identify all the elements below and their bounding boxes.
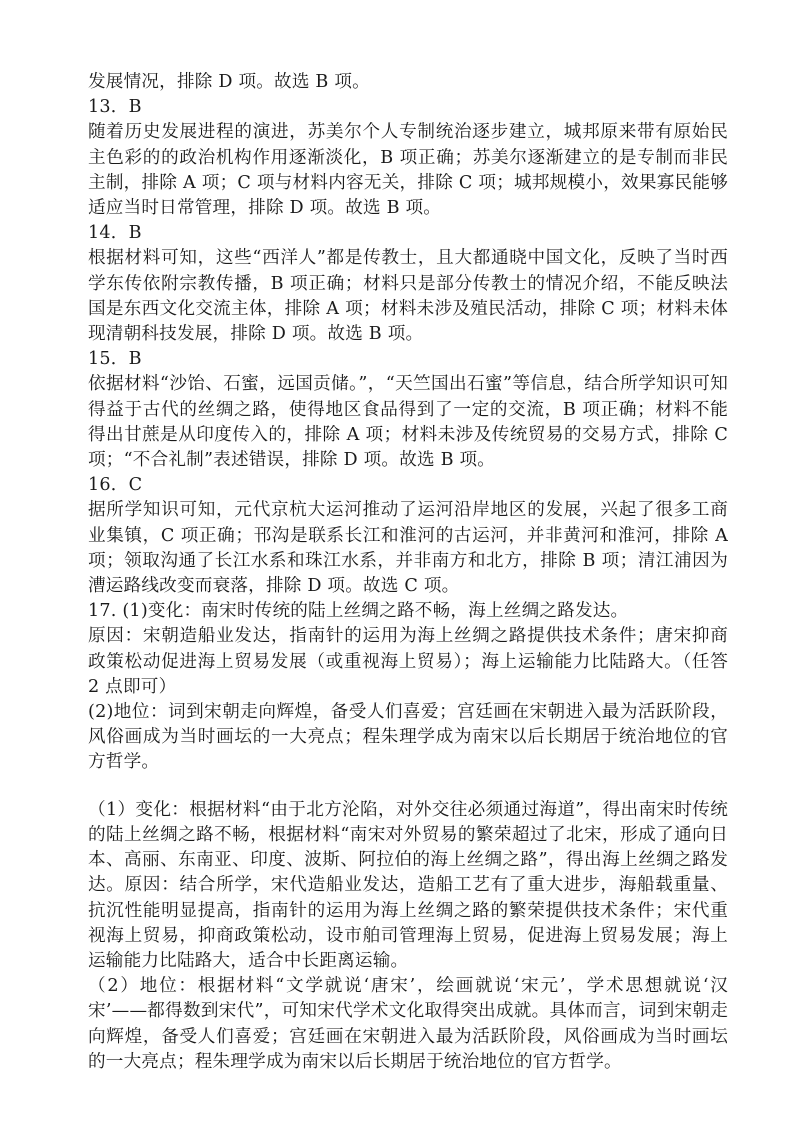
intro-line: 发展情况，排除 D 项。故选 B 项。 bbox=[88, 72, 370, 92]
q17-explanation-part1: （1）变化：根据材料“由于北方沦陷，对外交往必须通过海道”，得出南宋时传统的陆上丝绸之路不畅，根据材料“南宋对外贸易的繁荣超过了北宋，形成了通向日本、高丽、东南亚、印度、波斯、阿拉伯的海上丝绸之路”，得出海上丝绸之路发达。原因：结合所学，宋代造船业发达，造船工艺有了重大进步，海船载重量、抗沉性能明显提高，指南针的运用为海上丝绸之路的繁荣提供技术条件；宋代重视海上贸易，抑商政策松动，设市舶司管理海上贸易，促进海上贸易发展；海上运输能力比陆路大，适合中长距离运输。 bbox=[88, 799, 728, 971]
q17-change: 17. (1)变化：南宋时传统的陆上丝绸之路不畅，海上丝绸之路发达。 bbox=[88, 601, 629, 622]
q16-answer: 16．C bbox=[88, 475, 143, 496]
section-gap bbox=[88, 776, 728, 798]
answer-document bbox=[88, 70, 728, 1075]
q15-answer: 15．B bbox=[88, 349, 142, 370]
q14-explanation: 根据材料可知，这些“西洋人”都是传教士，且大都通晓中国文化，反映了当时西学东传依附宗教传播，B 项正确；材料只是部分传教士的情况介绍，不能反映法国是东西文化交流主体，排除 A 项；材料未涉及殖民活动，排除 C 项；材料未体现清朝科技发展，排除 D 项。故选 B 项。 bbox=[88, 248, 728, 345]
q17-status: (2)地位：词到宋朝走向辉煌，备受人们喜爱；宫廷画在宋朝进入最为活跃阶段，风俗画成为当时画坛的一大亮点；程朱理学成为南宋以后长期居于统治地位的官方哲学。 bbox=[88, 702, 728, 773]
q13-explanation: 随着历史发展进程的演进，苏美尔个人专制统治逐步建立，城邦原来带有原始民主色彩的的政治机构作用逐渐淡化，B 项正确；苏美尔逐渐建立的是专制而非民主制，排除 A 项；C 项与材料内容无关，排除 C 项；城邦规模小，效果寡民能够适应当时日常管理，排除 D 项。故选 B 项。 bbox=[88, 122, 728, 219]
q17-explanation-part2: （2）地位：根据材料“文学就说‘唐宋’，绘画就说‘宋元’，学术思想就说‘汉宋’——都得数到宋代”，可知宋代学术文化取得突出成就。具体而言，词到宋朝走向辉煌，备受人们喜爱；宫廷画在宋朝进入最为活跃阶段，风俗画成为当时画坛的一大亮点；程朱理学成为南宋以后长期居于统治地位的官方哲学。 bbox=[88, 976, 728, 1072]
q13-answer: 13．B bbox=[88, 97, 142, 118]
q16-explanation: 据所学知识可知，元代京杭大运河推动了运河沿岸地区的发展，兴起了很多工商业集镇，C 项正确；邗沟是联系长江和淮河的古运河，并非黄河和淮河，排除 A 项；领取沟通了长江水系和珠江水系，并非南方和北方，排除 B 项；清江浦因为漕运路线改变而衰落，排除 D 项。故选 C 项。 bbox=[88, 500, 728, 597]
q14-answer: 14．B bbox=[88, 223, 142, 244]
q17-reason: 原因：宋朝造船业发达，指南针的运用为海上丝绸之路提供技术条件；唐宋抑商政策松动促进海上贸易发展（或重视海上贸易）；海上运输能力比陆路大。（任答 2 点即可） bbox=[88, 626, 728, 697]
q15-explanation: 依据材料“沙饴、石蜜，远国贡储。”，“天竺国出石蜜”等信息，结合所学知识可知得益于古代的丝绸之路，使得地区食品得到了一定的交流，B 项正确；材料不能得出甘蔗是从印度传入的，排除 A 项；材料未涉及传统贸易的交易方式，排除 C 项；“不合礼制”表述错误，排除 D 项。故选 B 项。 bbox=[88, 374, 728, 471]
